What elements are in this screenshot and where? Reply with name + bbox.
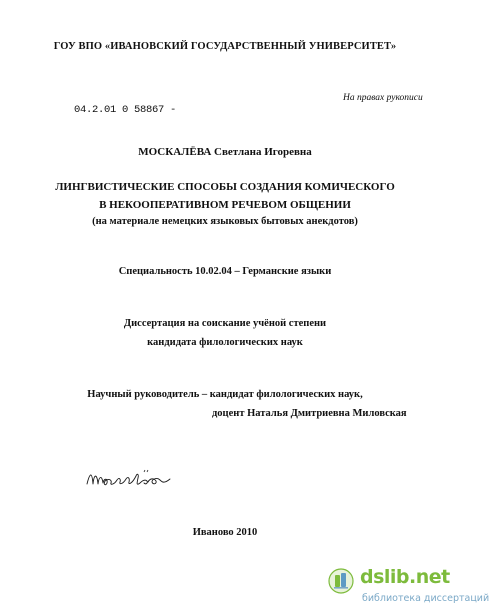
- city-year: Иваново 2010: [192, 527, 258, 538]
- dslib-brand: dslib.net: [360, 566, 450, 588]
- rights-note: На правах рукописи: [343, 93, 423, 103]
- dslib-logo-icon: [328, 568, 354, 594]
- author-name: МОСКАЛЁВА Светлана Игоревна: [138, 146, 312, 158]
- advisor-line-2: доцент Наталья Дмитриевна Миловская: [212, 408, 407, 419]
- advisor-line-1: Научный руководитель – кандидат филологических наук,: [87, 389, 363, 400]
- speciality: Специальность 10.02.04 – Германские языки: [118, 266, 332, 277]
- title-line-2: В НЕКООПЕРАТИВНОМ РЕЧЕВОМ ОБЩЕНИИ: [99, 199, 351, 211]
- subtitle: (на материале немецких языковых бытовых анекдотов): [92, 216, 358, 227]
- university-header: ГОУ ВПО «ИВАНОВСКИЙ ГОСУДАРСТВЕННЫЙ УНИВЕРСИТЕТ»: [53, 41, 397, 52]
- registration-number: 04.2.01 0 58867 -: [74, 104, 177, 116]
- dslib-watermark[interactable]: [328, 566, 489, 612]
- dslib-tagline: библиотека диссертаций: [362, 593, 489, 604]
- dissertation-line-1: Диссертация на соискание учёной степени: [123, 318, 327, 329]
- title-line-1: ЛИНГВИСТИЧЕСКИЕ СПОСОБЫ СОЗДАНИЯ КОМИЧЕСКОГО: [55, 181, 395, 193]
- dissertation-line-2: кандидата филологических наук: [147, 337, 303, 348]
- handwritten-signature: [84, 466, 174, 492]
